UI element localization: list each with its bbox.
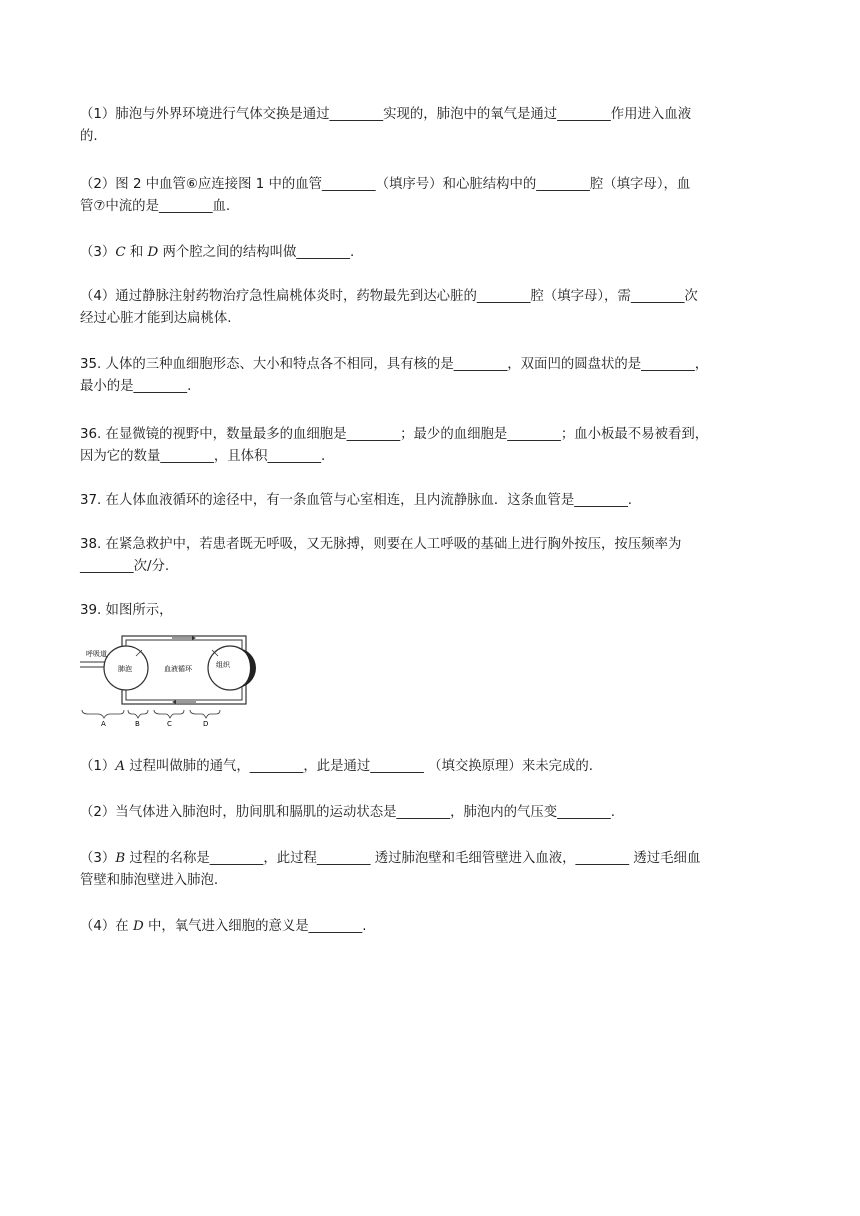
q34-part2 bbox=[80, 174, 780, 218]
question-36 bbox=[80, 424, 780, 468]
q34-part1-line1: （1）肺泡与外界环境进行气体交换是通过________实现的，肺泡中的氧气是通过________作用进入血液 bbox=[80, 107, 692, 122]
q34-part4-line1: （4）通过静脉注射药物治疗急性扁桃体炎时，药物最先到达心脏的________腔（填字母），需________次 bbox=[80, 289, 698, 304]
q39-part1 bbox=[80, 756, 780, 778]
q36-line1: 36. 在显微镜的视野中，数量最多的血细胞是________；最少的血细胞是________；血小板最不易被看到， bbox=[80, 427, 709, 442]
q34-part2-line2: 管⑦中流的是________血. bbox=[80, 199, 231, 214]
q34-part3 bbox=[80, 242, 780, 264]
question-38 bbox=[80, 534, 780, 578]
segment-c-label: C bbox=[167, 720, 172, 728]
q34-part3-line: （3）C 和 D 两个腔之间的结构叫做________. bbox=[80, 245, 355, 260]
q39-intro: 39. 如图所示， bbox=[80, 603, 173, 618]
question-37 bbox=[80, 490, 780, 512]
alveolus-label: 肺泡 bbox=[118, 665, 132, 673]
tissue-label: 组织 bbox=[216, 661, 230, 669]
q39-part2-line: （2）当气体进入肺泡时，肋间肌和膈肌的运动状态是________，肺泡内的气压变________. bbox=[80, 805, 616, 820]
q39-part3 bbox=[80, 848, 780, 892]
q39-part3-line2: 管壁和肺泡壁进入肺泡. bbox=[80, 873, 219, 888]
q37-line1: 37. 在人体血液循环的途径中，有一条血管与心室相连，且内流静脉血．这条血管是________. bbox=[80, 493, 633, 508]
question-35 bbox=[80, 354, 780, 398]
circulation-label: 血液循环 bbox=[164, 665, 192, 673]
segment-d-label: D bbox=[203, 720, 209, 728]
brace-c bbox=[154, 710, 184, 718]
question-39-intro bbox=[80, 600, 780, 622]
respiration-diagram bbox=[80, 630, 276, 728]
q39-part1-line: （1）A 过程叫做肺的通气，________，此是通过________ （填交换原理）来未完成的. bbox=[80, 759, 594, 774]
q34-part4-line2: 经过心脏才能到达扁桃体. bbox=[80, 311, 232, 326]
brace-a bbox=[82, 710, 124, 718]
brace-d bbox=[190, 710, 220, 718]
q39-part2 bbox=[80, 802, 780, 824]
q38-line2: ________次/分. bbox=[80, 559, 170, 574]
q39-part3-line1: （3）B 过程的名称是________，此过程________ 透过肺泡壁和毛细管壁进入血液，________ 透过毛细血 bbox=[80, 851, 701, 866]
segment-a-label: A bbox=[101, 720, 106, 728]
q39-part4 bbox=[80, 916, 780, 938]
q38-line1: 38. 在紧急救护中，若患者既无呼吸，又无脉搏，则要在人工呼吸的基础上进行胸外按压，按压频率为 bbox=[80, 537, 682, 552]
segment-b-label: B bbox=[135, 720, 140, 728]
q35-line2: 最小的是________. bbox=[80, 379, 192, 394]
brace-b bbox=[128, 710, 148, 718]
q34-part2-line1: （2）图 2 中血管⑥应连接图 1 中的血管________（填序号）和心脏结构中的________腔（填字母），血 bbox=[80, 177, 691, 192]
q39-part4-line: （4）在 D 中，氧气进入细胞的意义是________. bbox=[80, 919, 367, 934]
q36-line2: 因为它的数量________，且体积________. bbox=[80, 449, 326, 464]
airway-label: 呼吸道 bbox=[86, 650, 107, 658]
q34-part1-line2: 的. bbox=[80, 129, 98, 144]
q35-line1: 35. 人体的三种血细胞形态、大小和特点各不相同，具有核的是________，双面凹的圆盘状的是________， bbox=[80, 357, 709, 372]
q34-part1 bbox=[80, 104, 780, 148]
q34-part4 bbox=[80, 286, 780, 330]
